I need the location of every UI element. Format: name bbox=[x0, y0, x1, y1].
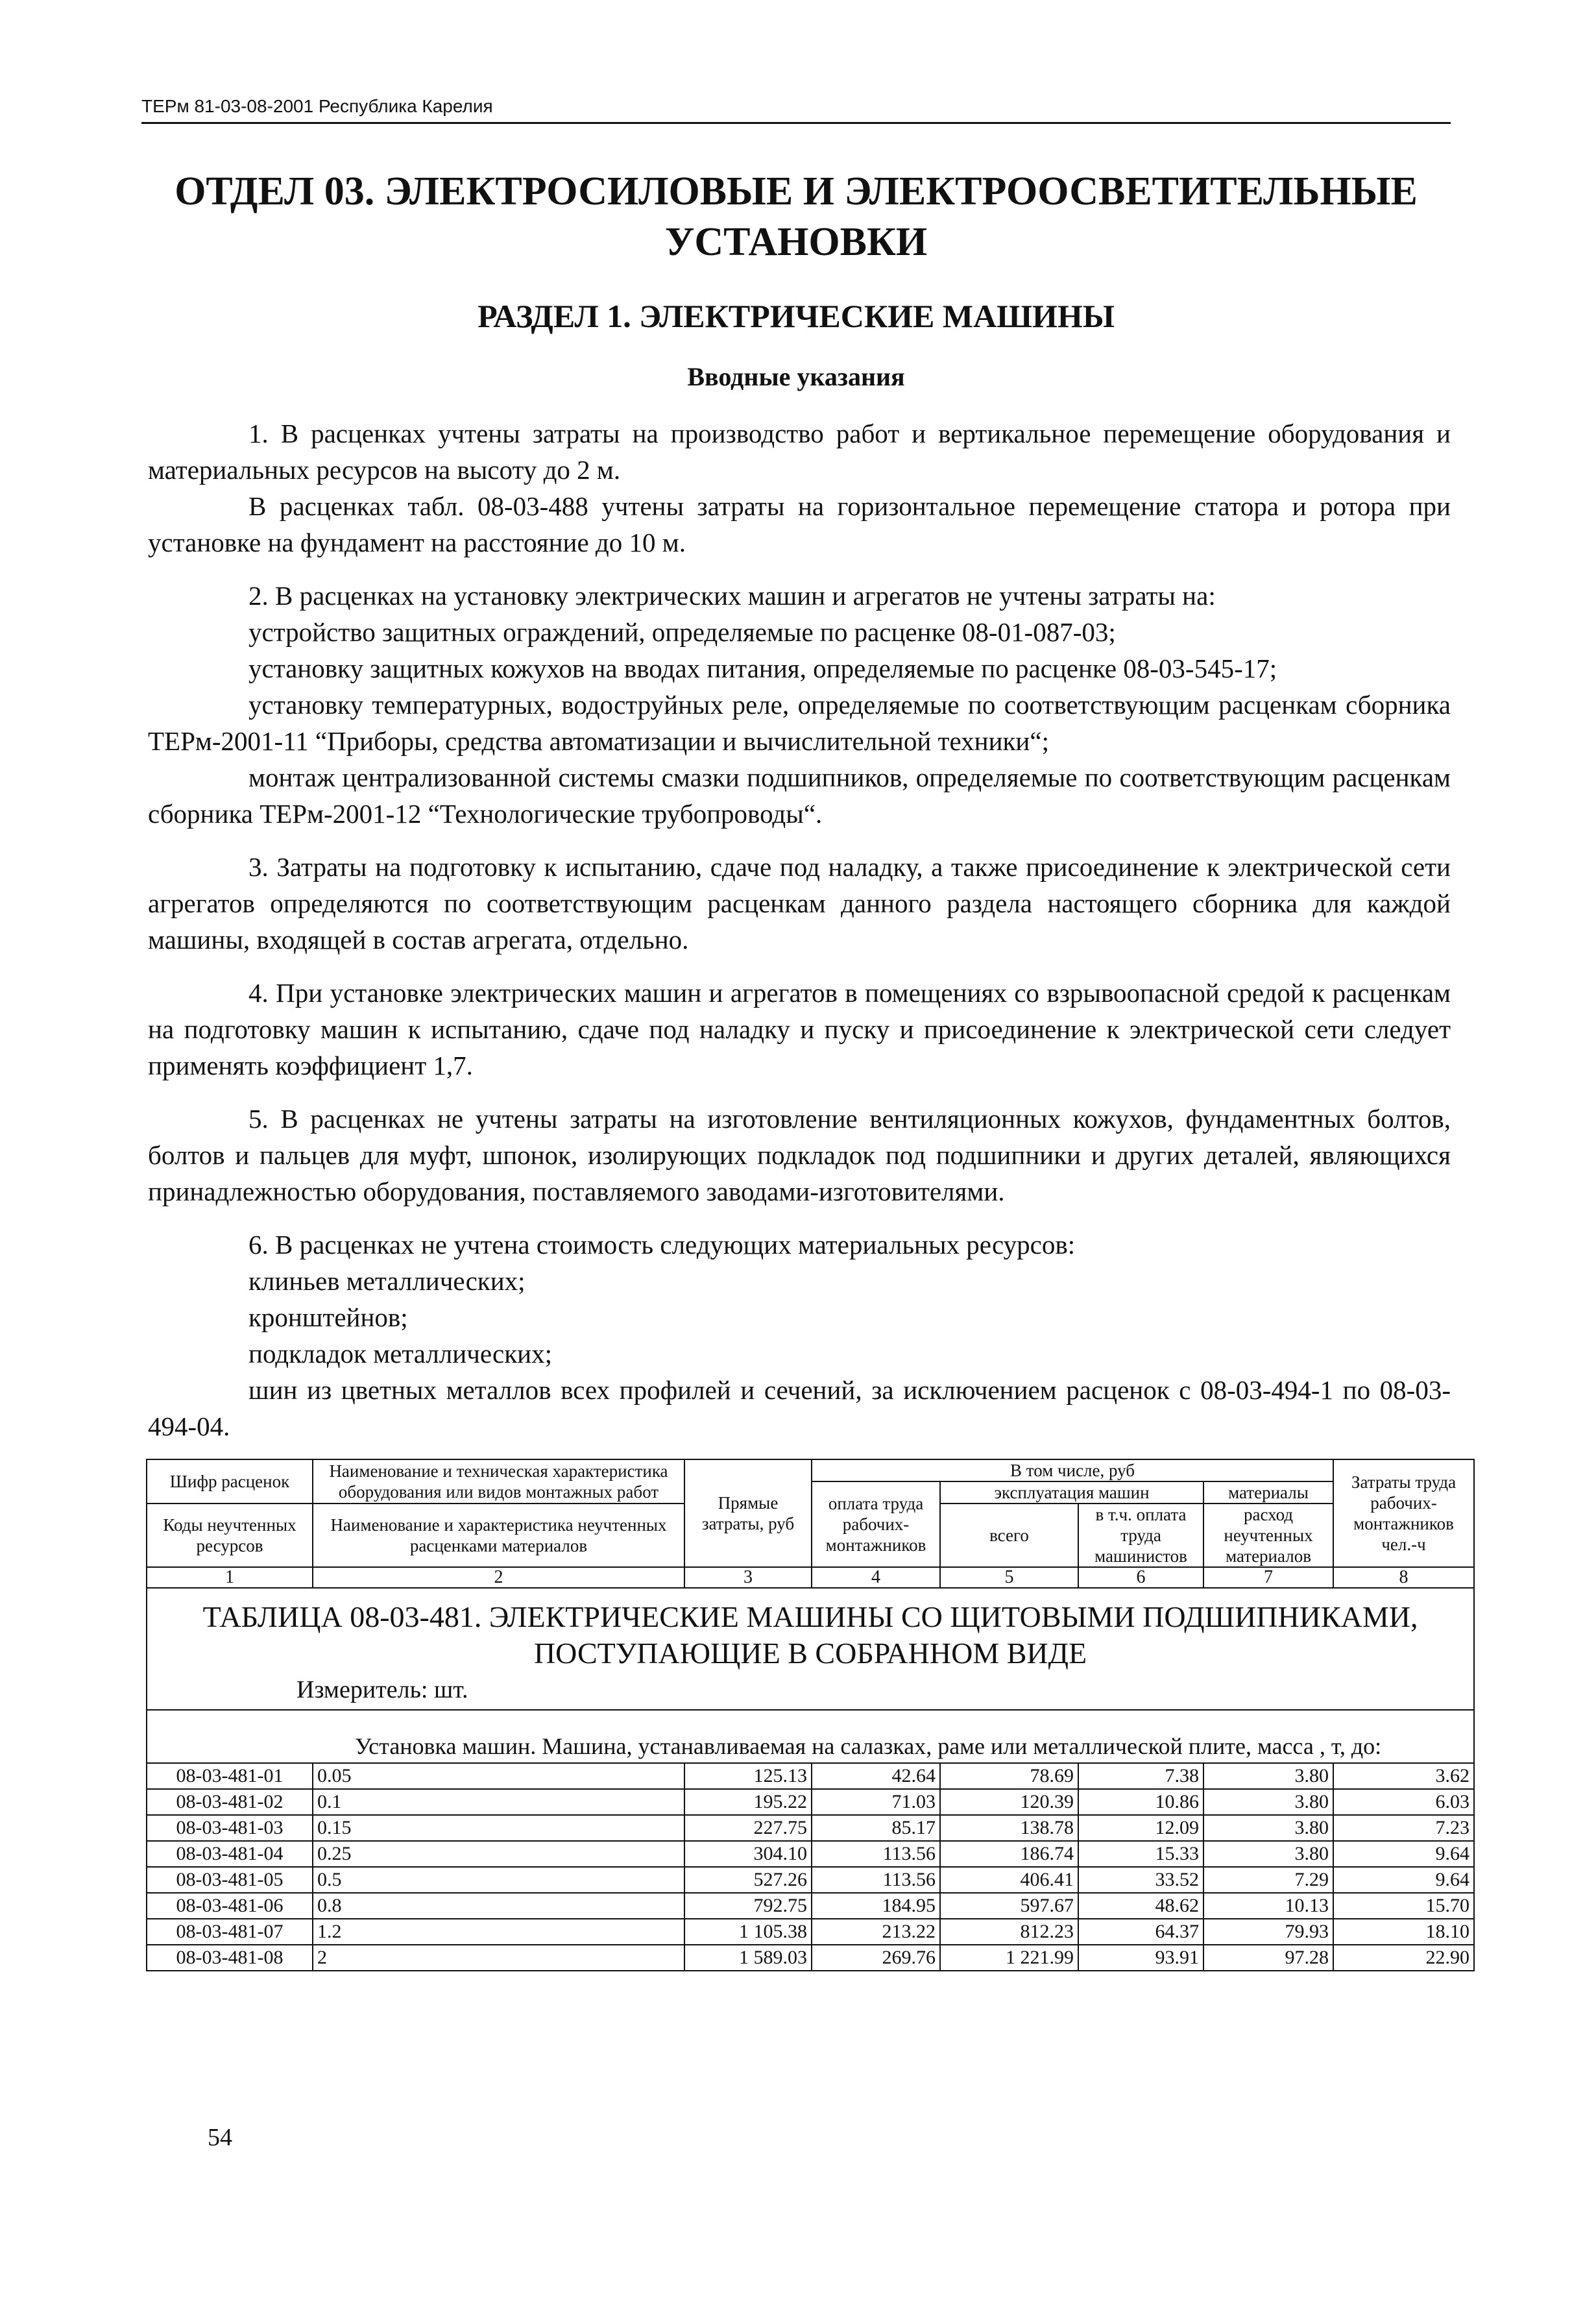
header-name: Наименование и техническая характеристика оборудования или видов монтажных работ bbox=[313, 1459, 684, 1504]
row-code: 08-03-481-04 bbox=[147, 1841, 313, 1867]
row-direct: 1 589.03 bbox=[684, 1945, 812, 1971]
row-mach: 120.39 bbox=[940, 1789, 1078, 1815]
column-number-row bbox=[147, 1567, 1474, 1588]
row-mach: 1 221.99 bbox=[940, 1945, 1078, 1971]
row-direct: 125.13 bbox=[684, 1763, 812, 1789]
header-direct: Прямые затраты, руб bbox=[684, 1459, 812, 1567]
row-mach: 812.23 bbox=[940, 1919, 1078, 1945]
paragraph-2d: монтаж централизованной системы смазки подшипников, определяемые по соответствующим расценкам сборника ТЕРм-2001-12 “Технологические трубопроводы“. bbox=[148, 762, 1451, 829]
paragraph-3: 3. Затраты на подготовку к испытанию, сдаче под наладку, а также присоединение к электрической сети агрегатов определяются по соответствующим расценкам данного раздела настоящего сборника для каждой машины, входящей в состав агрегата, отдельно. bbox=[148, 852, 1451, 955]
header-machine-op: эксплуатация машин bbox=[940, 1481, 1203, 1504]
row-name: 0.15 bbox=[313, 1815, 684, 1841]
row-mat: 97.28 bbox=[1203, 1945, 1333, 1971]
row-hours: 18.10 bbox=[1333, 1919, 1474, 1945]
row-mach-pay: 7.38 bbox=[1078, 1763, 1203, 1789]
intro-title: Вводные указания bbox=[687, 362, 905, 391]
paragraph-2: 2. В расценках на установку электрических машин и агрегатов не учтены затраты на: bbox=[248, 581, 1216, 611]
row-direct: 527.26 bbox=[684, 1867, 812, 1893]
header-materials: материалы bbox=[1203, 1481, 1333, 1504]
row-mach-pay: 10.86 bbox=[1078, 1789, 1203, 1815]
running-header: ТЕРм 81-03-08-2001 Республика Карелия bbox=[141, 96, 1451, 124]
table-row bbox=[147, 1841, 1474, 1867]
table-row bbox=[147, 1945, 1474, 1971]
row-labor: 71.03 bbox=[812, 1789, 940, 1815]
part-title: РАЗДЕЛ 1. ЭЛЕКТРИЧЕСКИЕ МАШИНЫ bbox=[478, 298, 1115, 334]
row-mat: 7.29 bbox=[1203, 1867, 1333, 1893]
table-row bbox=[147, 1815, 1474, 1841]
table-row bbox=[147, 1893, 1474, 1919]
row-mach-pay: 93.91 bbox=[1078, 1945, 1203, 1971]
row-mach-pay: 33.52 bbox=[1078, 1867, 1203, 1893]
row-code: 08-03-481-07 bbox=[147, 1919, 313, 1945]
table-row bbox=[147, 1763, 1474, 1789]
paragraph-6c: подкладок металлических; bbox=[248, 1339, 552, 1369]
row-mach-pay: 64.37 bbox=[1078, 1919, 1203, 1945]
row-hours: 9.64 bbox=[1333, 1841, 1474, 1867]
row-name: 2 bbox=[313, 1945, 684, 1971]
rates-table bbox=[146, 1459, 1475, 1971]
column-number: 8 bbox=[1333, 1567, 1474, 1588]
header-mat-usage: расход неучтенных материалов bbox=[1203, 1504, 1333, 1567]
paragraph-4: 4. При установке электрических машин и агрегатов в помещениях со взрывоопасной средой к расценкам на подготовку машин к испытанию, сдаче под наладку и пуску и присоединение к электрической сети следует применять коэффициент 1,7. bbox=[148, 978, 1451, 1080]
row-labor: 113.56 bbox=[812, 1841, 940, 1867]
row-labor: 184.95 bbox=[812, 1893, 940, 1919]
row-mat: 3.80 bbox=[1203, 1763, 1333, 1789]
column-number: 7 bbox=[1203, 1567, 1333, 1588]
group-title: Установка машин. Машина, устанавливаемая на салазках, раме или металлической плите, масса , т, до: bbox=[147, 1710, 1474, 1763]
header-labor-hours: Затраты труда рабочих-монтажников чел.-ч bbox=[1333, 1459, 1474, 1567]
paragraph-2c: установку температурных, водоструйных реле, определяемые по соответствующим расценкам сборника ТЕРм-2001-11 “Приборы, средства автоматизации и вычислительной техники“; bbox=[148, 690, 1451, 756]
section-title: ОТДЕЛ 03. ЭЛЕКТРОСИЛОВЫЕ И ЭЛЕКТРООСВЕТИТЕЛЬНЫЕ УСТАНОВКИ bbox=[175, 169, 1418, 264]
header-mach-pay: в т.ч. оплата труда машинистов bbox=[1078, 1504, 1203, 1567]
row-code: 08-03-481-02 bbox=[147, 1789, 313, 1815]
row-hours: 7.23 bbox=[1333, 1815, 1474, 1841]
row-code: 08-03-481-01 bbox=[147, 1763, 313, 1789]
paragraph-2a: устройство защитных ограждений, определяемые по расценке 08-01-087-03; bbox=[248, 617, 1116, 647]
row-labor: 113.56 bbox=[812, 1867, 940, 1893]
table-unit-row bbox=[147, 1672, 1474, 1710]
row-mach-pay: 48.62 bbox=[1078, 1893, 1203, 1919]
row-mat: 3.80 bbox=[1203, 1841, 1333, 1867]
intro-body bbox=[148, 415, 1451, 1444]
row-hours: 15.70 bbox=[1333, 1893, 1474, 1919]
header-mach-total: всего bbox=[940, 1504, 1078, 1567]
column-number: 5 bbox=[940, 1567, 1078, 1588]
group-title-row bbox=[147, 1710, 1474, 1763]
row-hours: 3.62 bbox=[1333, 1763, 1474, 1789]
paragraph-1: 1. В расценках учтены затраты на производство работ и вертикальное перемещение оборудования и материальных ресурсов на высоту до 2 м. bbox=[148, 419, 1451, 485]
row-mat: 3.80 bbox=[1203, 1815, 1333, 1841]
paragraph-1b: В расценках табл. 08-03-488 учтены затраты на горизонтальное перемещение статора и ротора при установке на фундамент на расстояние до 10 м. bbox=[148, 491, 1451, 557]
row-code: 08-03-481-08 bbox=[147, 1945, 313, 1971]
column-number: 2 bbox=[313, 1567, 684, 1588]
rates-table-wrap bbox=[146, 1459, 1473, 1971]
header-unaccounted-codes: Коды неучтенных ресурсов bbox=[147, 1504, 313, 1567]
row-mach-pay: 12.09 bbox=[1078, 1815, 1203, 1841]
page-number: 54 bbox=[208, 2124, 232, 2151]
row-mat: 10.13 bbox=[1203, 1893, 1333, 1919]
row-direct: 304.10 bbox=[684, 1841, 812, 1867]
row-name: 0.05 bbox=[313, 1763, 684, 1789]
row-labor: 42.64 bbox=[812, 1763, 940, 1789]
header-code: Шифр расценок bbox=[147, 1459, 313, 1504]
row-mach: 78.69 bbox=[940, 1763, 1078, 1789]
paragraph-6d: шин из цветных металлов всех профилей и сечений, за исключением расценок с 08-03-494-1 по 08-03-494-04. bbox=[148, 1375, 1451, 1441]
row-mach: 186.74 bbox=[940, 1841, 1078, 1867]
row-hours: 9.64 bbox=[1333, 1867, 1474, 1893]
row-labor: 213.22 bbox=[812, 1919, 940, 1945]
paragraph-6: 6. В расценках не учтена стоимость следующих материальных ресурсов: bbox=[248, 1230, 1076, 1260]
row-mat: 3.80 bbox=[1203, 1789, 1333, 1815]
column-number: 3 bbox=[684, 1567, 812, 1588]
row-mach: 138.78 bbox=[940, 1815, 1078, 1841]
row-mach: 406.41 bbox=[940, 1867, 1078, 1893]
row-hours: 6.03 bbox=[1333, 1789, 1474, 1815]
paragraph-5: 5. В расценках не учтены затраты на изготовление вентиляционных кожухов, фундаментных болтов, болтов и пальцев для муфт, шпонок, изолирующих подкладок под подшипники и других деталей, являющихся принадлежностью оборудования, поставляемого заводами-изготовителями. bbox=[148, 1104, 1451, 1206]
row-name: 0.25 bbox=[313, 1841, 684, 1867]
row-direct: 1 105.38 bbox=[684, 1919, 812, 1945]
row-mach-pay: 15.33 bbox=[1078, 1841, 1203, 1867]
row-name: 0.5 bbox=[313, 1867, 684, 1893]
column-number: 1 bbox=[147, 1567, 313, 1588]
row-direct: 195.22 bbox=[684, 1789, 812, 1815]
row-labor: 269.76 bbox=[812, 1945, 940, 1971]
table-row bbox=[147, 1919, 1474, 1945]
table-title-row bbox=[147, 1588, 1474, 1672]
row-code: 08-03-481-06 bbox=[147, 1893, 313, 1919]
paragraph-6b: кронштейнов; bbox=[248, 1302, 408, 1332]
row-mat: 79.93 bbox=[1203, 1919, 1333, 1945]
column-number: 6 bbox=[1078, 1567, 1203, 1588]
table-unit: Измеритель: шт. bbox=[147, 1672, 1474, 1710]
row-name: 1.2 bbox=[313, 1919, 684, 1945]
table-header-row-1 bbox=[147, 1459, 1474, 1481]
row-direct: 792.75 bbox=[684, 1893, 812, 1919]
header-unaccounted-names: Наименование и характеристика неучтенных расценками материалов bbox=[313, 1504, 684, 1567]
paragraph-2b: установку защитных кожухов на вводах питания, определяемые по расценке 08-03-545-17; bbox=[248, 653, 1277, 683]
row-code: 08-03-481-05 bbox=[147, 1867, 313, 1893]
table-row bbox=[147, 1867, 1474, 1893]
row-code: 08-03-481-03 bbox=[147, 1815, 313, 1841]
row-hours: 22.90 bbox=[1333, 1945, 1474, 1971]
row-mach: 597.67 bbox=[940, 1893, 1078, 1919]
row-name: 0.1 bbox=[313, 1789, 684, 1815]
table-row bbox=[147, 1789, 1474, 1815]
row-name: 0.8 bbox=[313, 1893, 684, 1919]
row-direct: 227.75 bbox=[684, 1815, 812, 1841]
paragraph-6a: клиньев металлических; bbox=[248, 1266, 526, 1296]
header-labor-pay: оплата труда рабочих-монтажников bbox=[812, 1481, 940, 1567]
row-labor: 85.17 bbox=[812, 1815, 940, 1841]
header-including: В том числе, руб bbox=[812, 1459, 1333, 1481]
table-title: ТАБЛИЦА 08-03-481. ЭЛЕКТРИЧЕСКИЕ МАШИНЫ СО ЩИТОВЫМИ ПОДШИПНИКАМИ, ПОСТУПАЮЩИЕ В СОБРАННОМ ВИДЕ bbox=[147, 1588, 1474, 1672]
column-number: 4 bbox=[812, 1567, 940, 1588]
